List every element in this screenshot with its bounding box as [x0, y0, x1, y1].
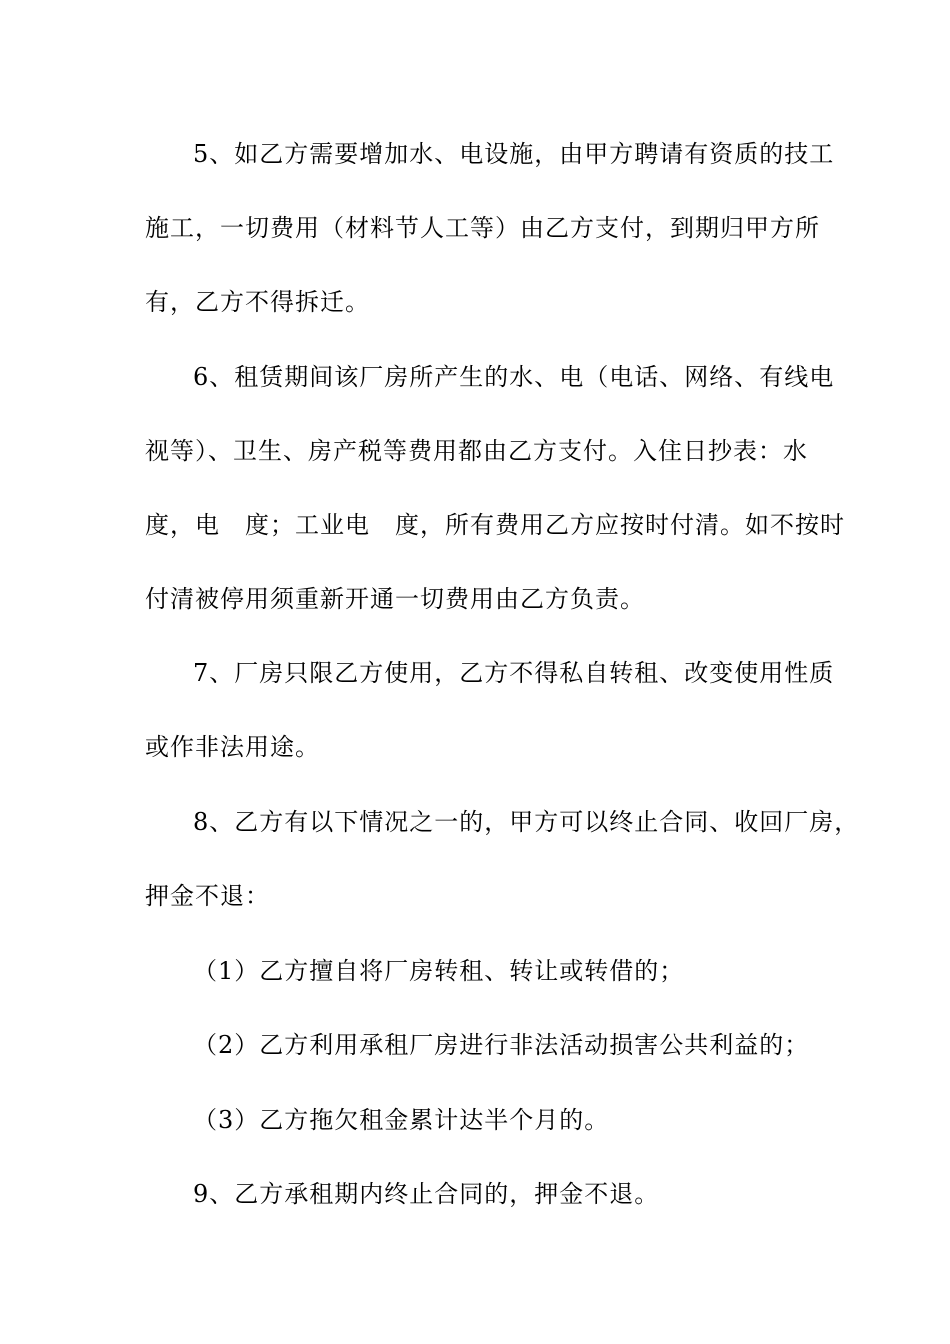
clause-6-line-1: 6、租赁期间该厂房所产生的水、电（电话、网络、有线电 [193, 363, 835, 391]
clause-7-line-2: 或作非法用途。 [145, 733, 320, 761]
clause-5-line-2: 施工，一切费用（材料节人工等）由乙方支付，到期归甲方所 [145, 214, 820, 242]
clause-8-line-1: 8、乙方有以下情况之一的，甲方可以终止合同、收回厂房， [193, 808, 860, 836]
clause-5 [145, 117, 835, 339]
clause-5-line-3: 有，乙方不得拆迁。 [145, 288, 370, 316]
clause-8 [145, 785, 860, 933]
clause-7-line-1: 7、厂房只限乙方使用，乙方不得私自转租、改变使用性质 [193, 659, 835, 687]
clause-8-item-1 [145, 934, 820, 1008]
clause-9 [145, 1157, 820, 1231]
clause-8-item-2 [145, 1008, 820, 1082]
clause-6-line-3: 度，电 度；工业电 度，所有费用乙方应按时付清。如不按时 [145, 511, 845, 539]
clause-6-line-4: 付清被停用须重新开通一切费用由乙方负责。 [145, 585, 645, 613]
clause-5-line-1: 5、如乙方需要增加水、电设施，由甲方聘请有资质的技工 [193, 140, 835, 168]
clause-8-item-3 [145, 1083, 820, 1157]
clause-8-line-2: 押金不退： [145, 882, 270, 910]
clause-6 [145, 340, 845, 636]
clause-9-line-1: 9、乙方承租期内终止合同的，押金不退。 [193, 1180, 660, 1208]
clause-7 [145, 636, 835, 784]
clause-8-item-2-line: （2）乙方利用承租厂房进行非法活动损害公共利益的； [193, 1031, 810, 1059]
clause-8-item-1-line: （1）乙方擅自将厂房转租、转让或转借的； [193, 957, 685, 985]
clause-8-item-3-line: （3）乙方拖欠租金累计达半个月的。 [193, 1106, 610, 1134]
clause-6-line-2: 视等）、卫生、房产税等费用都由乙方支付。入住日抄表：水 [145, 437, 808, 465]
